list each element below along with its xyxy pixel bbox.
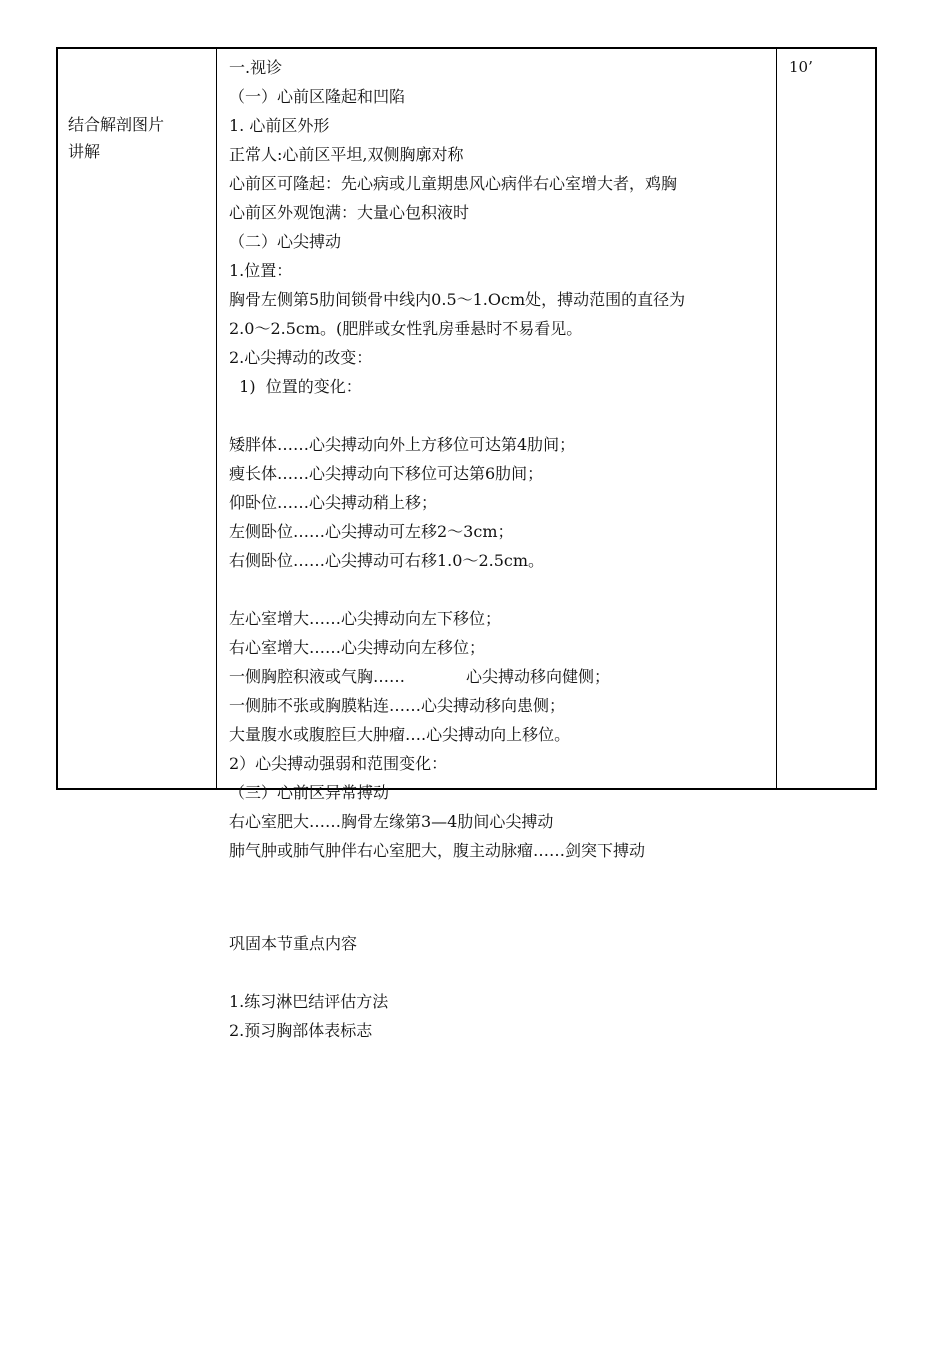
time-allocation: 10’ [789,58,813,76]
physiological-line: 右侧卧位……心尖搏动可右移1.0～2.5cm。 [229,551,545,570]
content-line: 胸骨左侧第5肋间锁骨中线内0.5～1.Ocm处，搏动范围的直径为 [229,290,686,309]
content-line: 1) 位置的变化： [229,377,362,396]
method-label-line-2: 讲解 [68,142,101,161]
lesson-plan-table [56,47,877,1040]
content-cell [217,49,777,1040]
content-line: 心前区外观饱满：大量心包积液时 [229,203,470,222]
pathological-line: 2）心尖搏动强弱和范围变化： [229,754,448,773]
content-line: 正常人:心前区平坦,双侧胸廓对称 [229,145,464,164]
pathological-line: 右心室肥大……胸骨左缘第3—4肋间心尖搏动 [229,812,554,831]
content-line: 心前区可隆起：先心病或儿童期患风心病伴右心室增大者，鸡胸 [229,174,678,193]
pathological-line: （三）心前区异常搏动 [229,783,390,802]
homework-line: 1.练习淋巴结评估方法 [229,992,389,1011]
content-line: 2.心尖搏动的改变： [229,348,373,367]
pathological-line: 肺气肿或肺气肿伴右心室肥大，腹主动脉瘤……剑突下搏动 [229,841,646,860]
review-title: 巩固本节重点内容 [229,934,358,953]
pathological-line: 右心室增大……心尖搏动向左移位； [229,638,486,657]
teaching-method-cell [58,49,217,788]
physiological-line: 仰卧位……心尖搏动稍上移； [229,493,438,512]
pathological-line: 一侧肺不张或胸膜粘连……心尖搏动移向患侧； [229,696,566,715]
content-line: （一）心前区隆起和凹陷 [229,87,406,106]
content-line: （二）心尖搏动 [229,232,342,251]
content-line: 2.0～2.5cm。(肥胖或女性乳房垂悬时不易看见。 [229,319,583,338]
physiological-line: 左侧卧位……心尖搏动可左移2～3cm； [229,522,514,541]
content-line: 1.位置： [229,261,293,280]
pathological-line: 左心室增大……心尖搏动向左下移位； [229,609,502,628]
physiological-heading-row [229,401,776,430]
physiological-line: 矮胖体……心尖搏动向外上方移位可达第4肋间； [229,435,576,454]
pathological-line: 大量腹水或腹腔巨大肿瘤….心尖搏动向上移位。 [229,725,571,744]
homework-line: 2.预习胸部体表标志 [229,1021,373,1040]
content-line: 一.视诊 [229,58,283,77]
physiological-line: 瘦长体……心尖搏动向下移位可达第6肋间； [229,464,544,483]
pathological-heading-row [229,575,776,604]
method-label-line-1: 结合解剖图片 [68,115,165,134]
content-line: 1. 心前区外形 [229,116,330,135]
time-cell [777,49,875,788]
pathological-line: 一侧胸腔积液或气胸…… 心尖搏动移向健侧； [229,667,611,686]
